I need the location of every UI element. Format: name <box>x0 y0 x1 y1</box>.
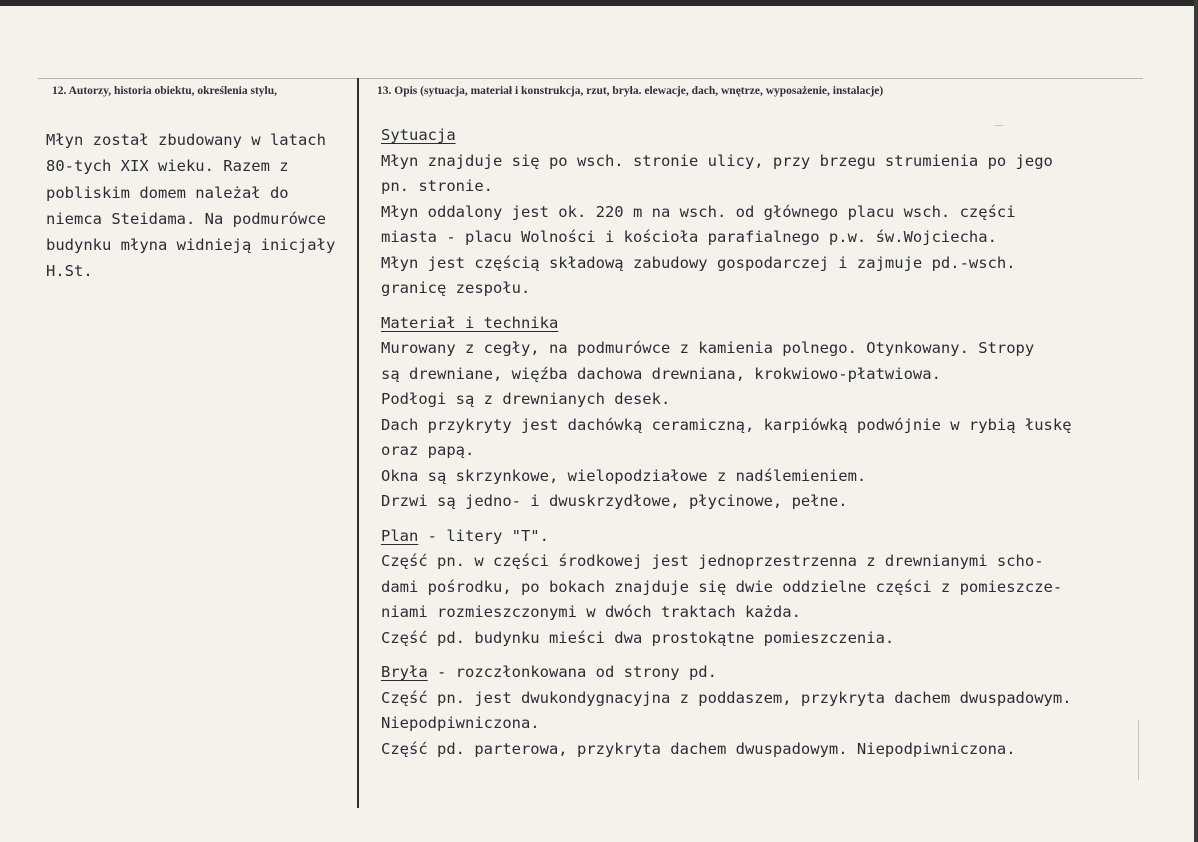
section-line: miasta - placu Wolności i kościoła parafialnego p.w. św.Wojciecha. <box>381 228 997 246</box>
section-line: oraz papą. <box>381 441 475 459</box>
section-line: Młyn znajduje się po wsch. stronie ulicy, przy brzegu strumienia po jego <box>381 151 1053 170</box>
section-line: Część pn. jest dwukondygnacyjna z poddaszem, przykryta dachem dwuspadowym. <box>381 688 1072 707</box>
section-line: Drzwi są jedno- i dwuskrzydłowe, płycinowe, pełne. <box>381 492 848 510</box>
section-line: Niepodpiwniczona. <box>381 714 540 732</box>
section-line: Młyn oddalony jest ok. 220 m na wsch. od głównego placu wsch. części <box>381 202 1016 221</box>
section-sytuacja <box>381 123 1161 302</box>
section-heading-rest: - rozczłonkowana od strony pd. <box>427 663 717 681</box>
section-line: Murowany z cegły, na podmurówce z kamienia polnego. Otynkowany. Stropy <box>381 339 1035 357</box>
left-line: H.St. <box>46 262 93 281</box>
faint-mark <box>995 125 1003 126</box>
section-heading <box>381 660 1161 686</box>
section-material <box>381 311 1161 515</box>
section-heading-underlined: Plan <box>381 526 419 545</box>
left-column-header: 12. Autorzy, historia obiektu, określenia stylu, <box>52 85 278 97</box>
section-line: Okna są skrzynkowe, wielopodziałowe z nadślemieniem. <box>381 466 867 485</box>
section-line: pn. stronie. <box>381 177 493 195</box>
left-line: niemca Steidama. Na podmurówce <box>46 209 326 228</box>
section-line: Część pd. parterowa, przykryta dachem dwuspadowym. Niepodpiwniczona. <box>381 739 1016 758</box>
section-heading-underlined: Materiał i technika <box>381 313 559 332</box>
section-bryla <box>381 660 1161 762</box>
left-column-text <box>46 127 354 285</box>
section-heading <box>381 524 1161 550</box>
page-top-edge <box>0 0 1198 6</box>
section-heading <box>381 311 1161 337</box>
left-line: pobliskim domem należał do <box>46 183 289 202</box>
section-line: Młyn jest częścią składową zabudowy gospodarczej i zajmuje pd.-wsch. <box>381 253 1016 272</box>
section-line: granicę zespołu. <box>381 279 531 297</box>
section-heading-underlined: Bryła <box>381 663 428 681</box>
section-line: dami pośrodku, po bokach znajduje się dwie oddzielne części z pomieszcze- <box>381 577 1063 596</box>
faint-mark <box>1138 720 1139 780</box>
right-column-text <box>381 123 1161 771</box>
section-heading <box>381 123 1161 149</box>
section-line: Dach przykryty jest dachówką ceramiczną, karpiówką podwójnie w rybią łuskę <box>381 415 1072 434</box>
header-rule <box>38 78 1143 79</box>
right-column-header: 13. Opis (sytuacja, materiał i konstrukcja, rzut, bryła. elewacje, dach, wnętrze, wyposażenie, instalacje) <box>377 85 884 97</box>
section-plan <box>381 524 1161 652</box>
section-line: Część pd. budynku mieści dwa prostokątne pomieszczenia. <box>381 628 895 647</box>
section-line: niami rozmieszczonymi w dwóch traktach każda. <box>381 603 801 621</box>
column-divider <box>357 78 359 808</box>
section-heading-rest: - litery "T". <box>418 526 549 545</box>
section-line: Część pn. w części środkowej jest jednoprzestrzenna z drewnianymi scho- <box>381 552 1044 570</box>
section-line: są drewniane, więźba dachowa drewniana, krokwiowo-płatwiowa. <box>381 364 941 383</box>
left-line: 80-tych XIX wieku. Razem z <box>46 157 289 176</box>
section-line: Podłogi są z drewnianych desek. <box>381 390 671 408</box>
left-line: budynku młyna widnieją inicjały <box>46 236 336 255</box>
left-line: Młyn został zbudowany w latach <box>46 131 326 149</box>
section-heading-underlined: Sytuacja <box>381 126 456 144</box>
page-right-edge <box>1194 0 1198 842</box>
